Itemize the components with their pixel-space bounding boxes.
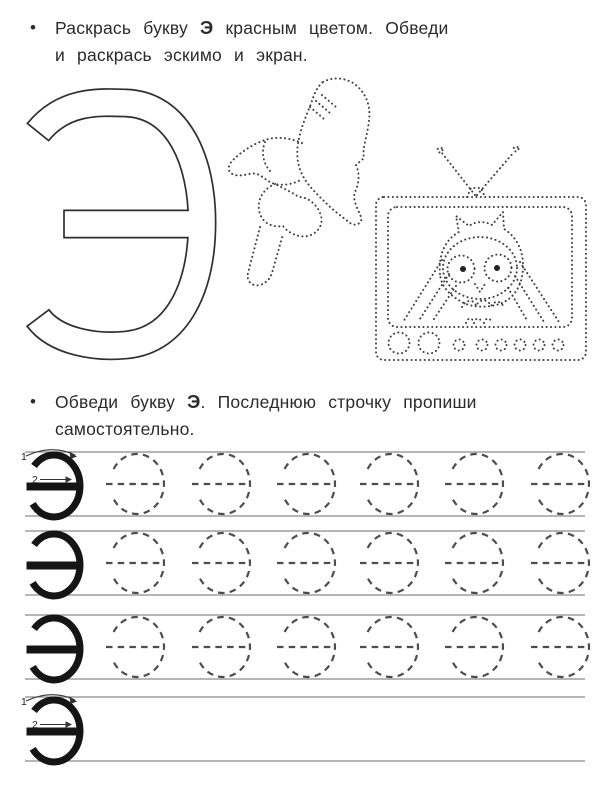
solid-letter [27,618,80,680]
trace-letter [277,617,335,677]
owl-left-wing [403,260,456,322]
tv-knob-large [419,333,440,354]
practice-line-4 [0,685,610,765]
eskimo-drawing [213,76,393,311]
trace-letter [360,533,418,593]
worksheet-page: 2 • Раскрась букву Э красным цветом. Обведи и раскрась эскимо и экран. • Обведи букву Э. Последнюю строчку пропиши самостоятельно. [0,0,610,800]
owl-chest [462,300,503,307]
tv-knob-small [515,340,526,351]
tv-antenna-right [477,152,514,195]
tv-antenna-tip [438,148,443,153]
trace-letter [531,454,589,514]
practice-line-2 [0,519,610,599]
trace-letter [445,533,503,593]
trace-letter [192,617,250,677]
owl-left-pupil [460,266,466,272]
owl-feet [466,319,492,324]
tv-antenna-tip [514,147,519,152]
trace-letter [531,617,589,677]
trace-letter [192,454,250,514]
instruction-2 [30,388,520,443]
owl-right-pupil [494,265,500,271]
trace-letter [445,617,503,677]
trace-letter [531,533,589,593]
tv-knob-small [477,340,488,351]
tv-knob-small [496,340,507,351]
highlight-letter: Э [200,17,214,38]
trace-letter [192,533,250,593]
owl-beak [475,284,485,292]
tv-cabinet [376,197,586,360]
trace-letter [360,454,418,514]
trace-letter [106,617,164,677]
instruction-1 [30,14,520,69]
eskimo-body [297,79,369,225]
bullet-marker: • [30,18,37,37]
tv-knob-small [534,340,545,351]
tv-antenna-base [467,188,485,197]
eskimo-wrapper-folds [310,95,336,119]
instruction-1-text: Раскрась букву Э красным цветом. Обведи и раскрась эскимо и экран. [55,17,449,65]
tv-knob-small [553,340,564,351]
trace-letter [360,617,418,677]
trace-letter [277,454,335,514]
eskimo-stick [248,227,283,285]
practice-line-3 [0,603,610,683]
solid-letter [27,534,80,596]
highlight-letter: Э [187,391,201,412]
instruction-2-text: Обведи букву Э. Последнюю строчку пропиши самостоятельно. [55,391,477,439]
eskimo-wrapper-wing [229,138,302,185]
tv-knob-small [454,340,465,351]
trace-letter [106,533,164,593]
tv-screen [388,207,572,327]
big-letter-outline [14,86,219,364]
tv-owl-drawing [372,142,602,367]
trace-letter [277,533,335,593]
bullet-marker: • [30,392,37,411]
eskimo-wrapper-crease [263,142,271,172]
trace-letter [445,454,503,514]
tv-knob-large [389,333,410,354]
practice-line-1 [0,440,610,520]
eskimo-lower-blob [259,184,322,236]
trace-letter [106,454,164,514]
